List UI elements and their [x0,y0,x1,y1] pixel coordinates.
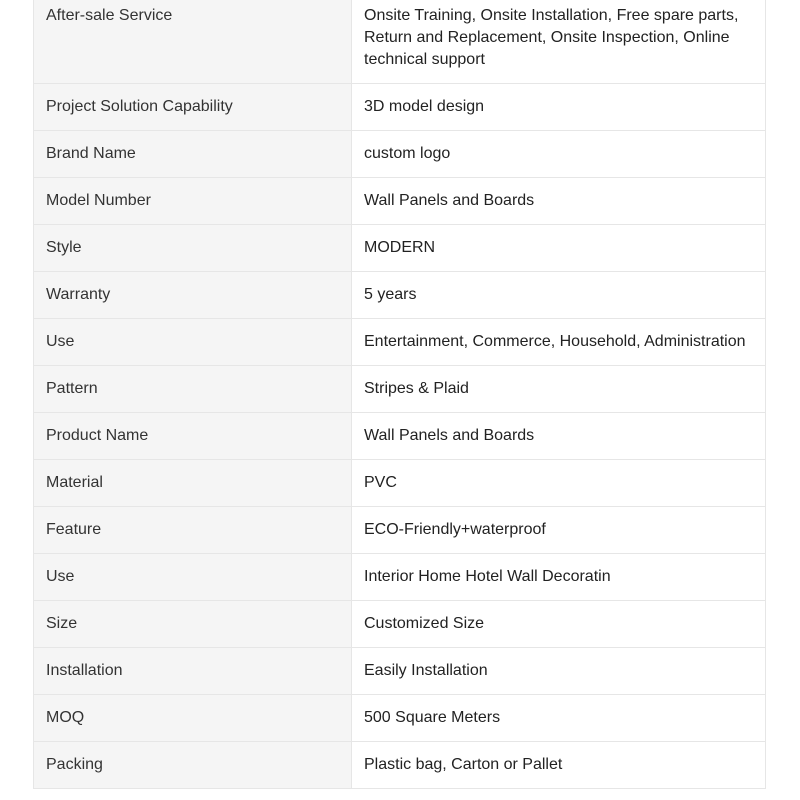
table-row [34,366,766,413]
table-row [34,319,766,366]
table-row [34,272,766,319]
spec-value: custom logo [352,131,766,178]
spec-value: Stripes & Plaid [352,366,766,413]
spec-key: Warranty [34,272,352,319]
spec-value: Onsite Training, Onsite Installation, Free spare parts, Return and Replacement, Onsite Inspection, Online technical support [352,0,766,84]
spec-key: Project Solution Capability [34,84,352,131]
spec-key: Size [34,601,352,648]
table-row [34,554,766,601]
table-row [34,0,766,84]
spec-key: Product Name [34,413,352,460]
spec-key: Feature [34,507,352,554]
spec-key: Packing [34,742,352,789]
spec-key: Use [34,554,352,601]
spec-key: After-sale Service [34,0,352,84]
spec-value: 3D model design [352,84,766,131]
product-spec-table [33,0,766,789]
table-row [34,695,766,742]
spec-value: Plastic bag, Carton or Pallet [352,742,766,789]
spec-key: Installation [34,648,352,695]
spec-value: 500 Square Meters [352,695,766,742]
spec-key: Material [34,460,352,507]
table-row [34,648,766,695]
table-row [34,460,766,507]
table-row [34,601,766,648]
table-row [34,742,766,789]
spec-value: Easily Installation [352,648,766,695]
table-row [34,178,766,225]
table-row [34,507,766,554]
spec-key: Use [34,319,352,366]
spec-key: Brand Name [34,131,352,178]
table-row [34,225,766,272]
spec-key: Style [34,225,352,272]
spec-value: 5 years [352,272,766,319]
table-row [34,131,766,178]
spec-value: Customized Size [352,601,766,648]
spec-value: ECO-Friendly+waterproof [352,507,766,554]
spec-key: Model Number [34,178,352,225]
spec-value: MODERN [352,225,766,272]
spec-key: MOQ [34,695,352,742]
spec-value: Interior Home Hotel Wall Decoratin [352,554,766,601]
spec-key: Pattern [34,366,352,413]
table-row [34,413,766,460]
spec-value: PVC [352,460,766,507]
spec-value: Wall Panels and Boards [352,178,766,225]
spec-value: Wall Panels and Boards [352,413,766,460]
table-row [34,84,766,131]
spec-value: Entertainment, Commerce, Household, Administration [352,319,766,366]
